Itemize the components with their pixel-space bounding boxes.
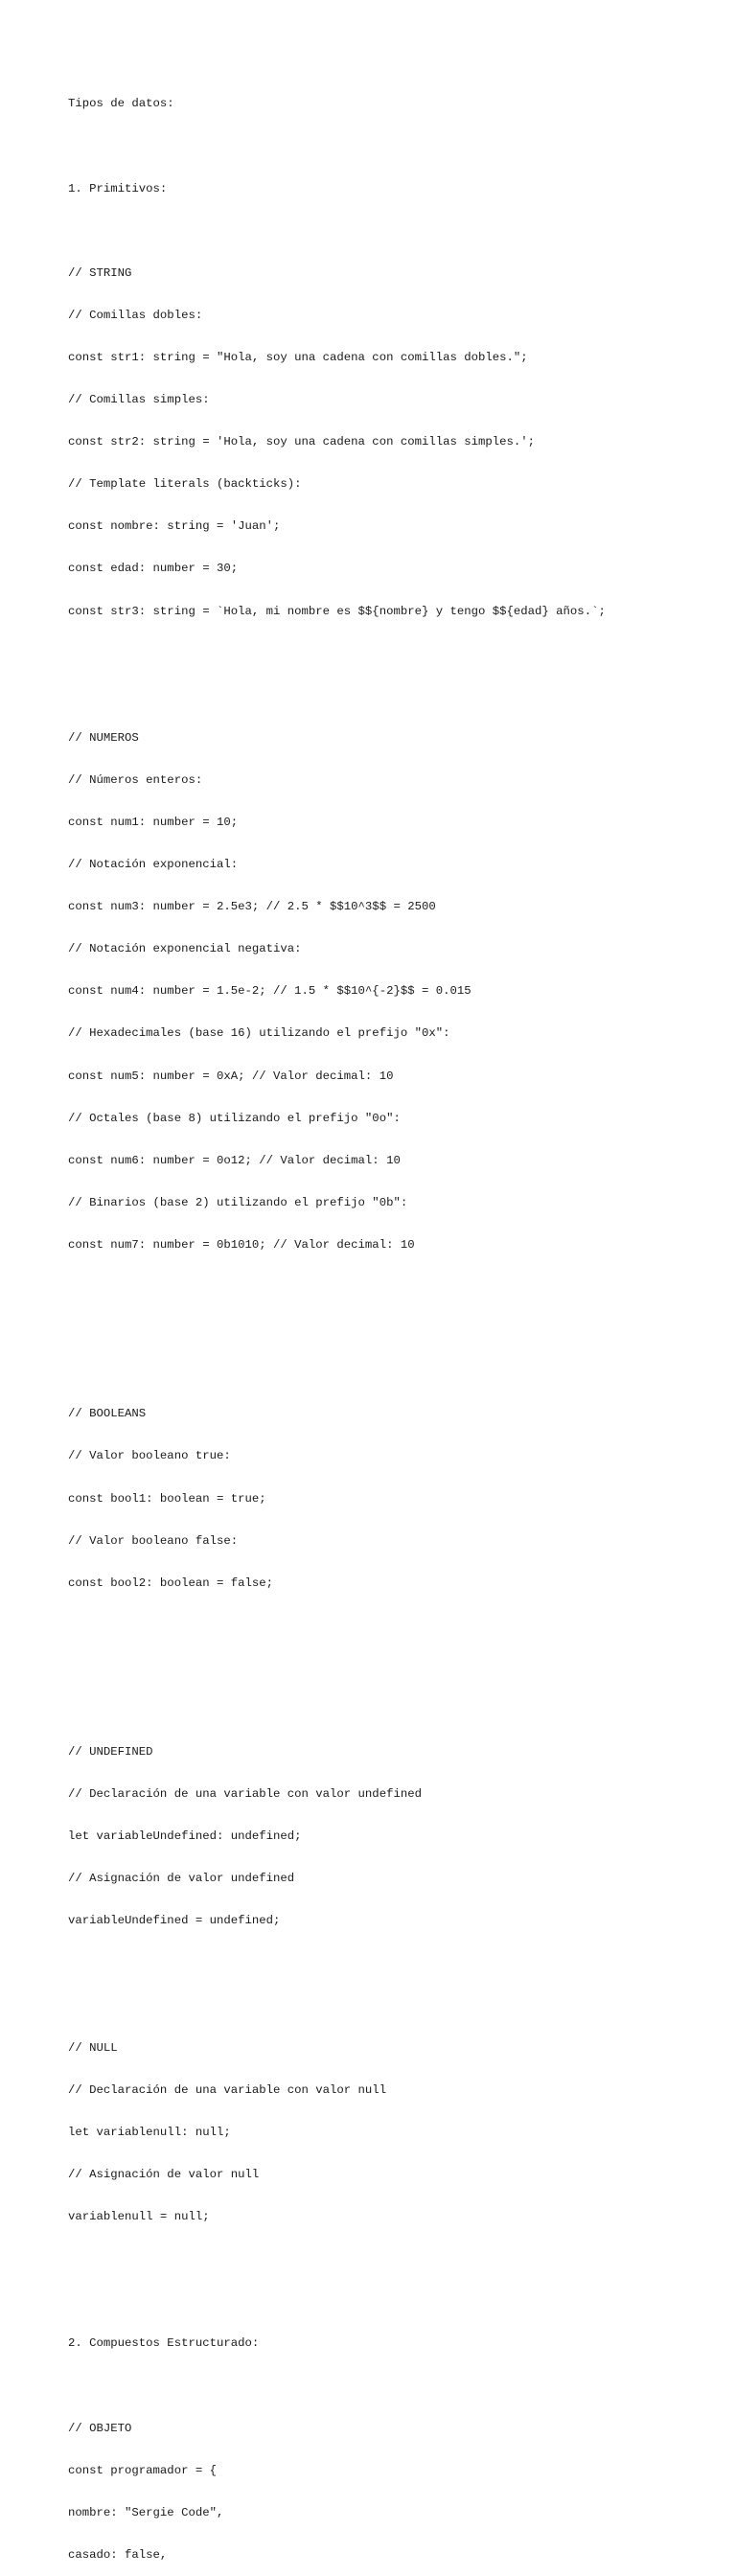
document-line: // Asignación de valor undefined — [68, 1872, 295, 1886]
document-line: const bool2: boolean = false; — [68, 1576, 274, 1590]
document-line — [68, 647, 717, 661]
document-line: const edad: number = 30; — [68, 562, 239, 576]
document-line: // UNDEFINED — [68, 1745, 153, 1760]
document-line: casado: false, — [68, 2547, 168, 2562]
document-line — [68, 140, 717, 154]
document-line — [68, 2252, 717, 2266]
document-line — [68, 1322, 717, 1337]
document-line: // Octales (base 8) utilizando el prefijo "0o": — [68, 1111, 401, 1125]
document-line: // Notación exponencial: — [68, 858, 239, 872]
document-line — [68, 1703, 717, 1717]
document-line: const nombre: string = 'Juan'; — [68, 519, 281, 534]
document-line: const str3: string = `Hola, mi nombre es $${nombre} y tengo $${edad} años.`; — [68, 604, 606, 618]
document-line: // Hexadecimales (base 16) utilizando el prefijo "0x": — [68, 1026, 450, 1041]
document-line: // Valor booleano true: — [68, 1449, 231, 1463]
document-line: variablenull = null; — [68, 2210, 210, 2224]
document-line: // Declaración de una variable con valor null — [68, 2082, 387, 2097]
document-line: // OBJETO — [68, 2421, 132, 2435]
document-line — [68, 1280, 717, 1295]
document-line: nombre: "Sergie Code", — [68, 2505, 224, 2519]
document-line: const num3: number = 2.5e3; // 2.5 * $$10^3$$ = 2500 — [68, 900, 436, 914]
document-line: const str1: string = "Hola, soy una cadena con comillas dobles."; — [68, 350, 528, 364]
document-line: // Binarios (base 2) utilizando el prefijo "0b": — [68, 1195, 408, 1209]
document-line: // Comillas simples: — [68, 393, 210, 407]
document-line — [68, 1957, 717, 1971]
document-line: const bool1: boolean = true; — [68, 1491, 266, 1506]
document-line — [68, 689, 717, 703]
document-line: const num1: number = 10; — [68, 816, 239, 829]
document-line: let variableUndefined: undefined; — [68, 1829, 302, 1844]
document-line: 2. Compuestos Estructurado: — [68, 2336, 260, 2351]
document-line: const num7: number = 0b1010; // Valor decimal: 10 — [68, 1237, 415, 1252]
document-line: const programador = { — [68, 2463, 217, 2477]
document-line: const num6: number = 0o12; // Valor decimal: 10 — [68, 1153, 401, 1167]
document-line: const str2: string = 'Hola, soy una cadena con comillas simples.'; — [68, 435, 536, 449]
document-line: // Notación exponencial negativa: — [68, 942, 302, 956]
document-line: const num4: number = 1.5e-2; // 1.5 * $$10^{-2}$$ = 0.015 — [68, 984, 472, 999]
document-line — [68, 2294, 717, 2309]
document-line: // BOOLEANS — [68, 1407, 147, 1421]
document-line: // Valor booleano false: — [68, 1533, 239, 1548]
document-line — [68, 2379, 717, 2393]
document-line: let variablenull: null; — [68, 2125, 231, 2139]
document-line — [68, 1365, 717, 1379]
document-line: // NUMEROS — [68, 730, 139, 745]
document-line: // Comillas dobles: — [68, 308, 203, 322]
document-line — [68, 1661, 717, 1675]
document-line: // Declaración de una variable con valor undefined — [68, 1787, 422, 1802]
document-line: Tipos de datos: — [68, 97, 174, 111]
document-line — [68, 1619, 717, 1633]
document-line: variableUndefined = undefined; — [68, 1914, 281, 1928]
document-line: 1. Primitivos: — [68, 181, 168, 196]
document-line: const num5: number = 0xA; // Valor decimal: 10 — [68, 1069, 394, 1083]
document-body — [68, 69, 717, 2576]
document-line — [68, 1999, 717, 2013]
document-line: // Template literals (backticks): — [68, 477, 302, 492]
document-line: // STRING — [68, 265, 132, 280]
document-line: // Números enteros: — [68, 772, 203, 787]
document-line: // Asignación de valor null — [68, 2168, 260, 2181]
document-line: // NULL — [68, 2040, 118, 2055]
document-line — [68, 224, 717, 239]
